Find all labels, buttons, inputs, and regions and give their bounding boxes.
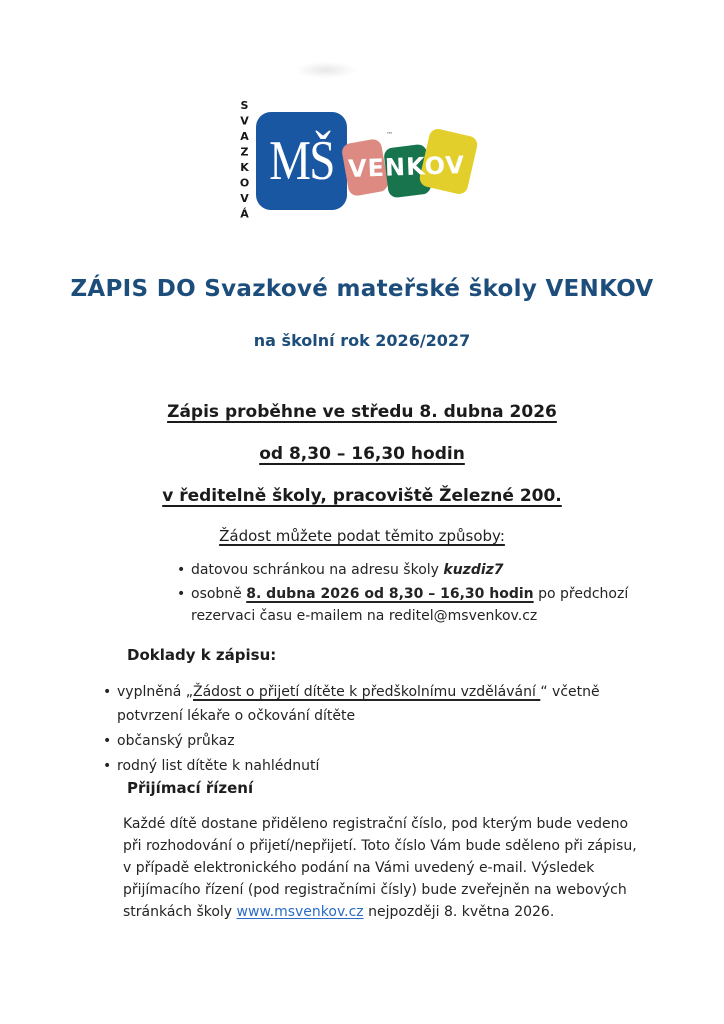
page-subtitle: na školní rok 2026/2027 [253, 331, 471, 350]
list-item [103, 754, 633, 778]
submission-ways-list [177, 559, 647, 629]
school-website-link[interactable]: www.msvenkov.cz [236, 904, 364, 920]
list-item [103, 680, 633, 728]
bullet-icon: • [103, 758, 112, 774]
documents-heading: Doklady k zápisu: [127, 646, 277, 664]
heading-time: od 8,30 – 16,30 hodin [259, 444, 465, 464]
list-item [103, 729, 633, 753]
logo-venkov-text: VENKOV [347, 150, 466, 184]
heading-submission-ways: Žádost můžete podat těmito způsoby: [219, 527, 505, 545]
page-title: ZÁPIS DO Svazkové mateřské školy VENKOV [70, 276, 654, 302]
list-item [177, 559, 647, 581]
application-form-title: Žádost o přijetí dítěte k předškolnímu vzdělávání [193, 684, 541, 700]
list-item [177, 583, 647, 627]
school-logo [238, 93, 490, 233]
scan-artifact-smudge [295, 62, 357, 78]
bullet-icon: • [177, 586, 186, 602]
bullet-icon: • [177, 562, 186, 578]
list-item-text: občanský průkaz [117, 733, 235, 749]
in-person-datetime: 8. dubna 2026 od 8,30 – 16,30 hodin [246, 586, 534, 602]
list-item-text: datovou schránkou na adresu školy kuzdiz7 [191, 562, 504, 578]
documents-list [103, 680, 633, 779]
admission-paragraph: Každé dítě dostane přiděleno registrační číslo, pod kterým bude vedeno při rozhodování o přijetí/nepřijetí. Toto číslo Vám bude sděleno při zápisu, v případě elektronického podání na Vámi uvedený e-mail. Výsledek přijímacího řízení (pod registračními čísly) bude zveřejněn na webových stránkách školy www.msvenkov.cz nejpozději 8. května 2026. [123, 816, 637, 920]
logo-ms-badge [256, 112, 347, 210]
heading-date: Zápis proběhne ve středu 8. dubna 2026 [167, 402, 557, 422]
logo-trademark: ™ [386, 131, 393, 139]
bullet-icon: • [103, 733, 112, 749]
admission-heading: Přijímací řízení [127, 779, 254, 797]
list-item-text: vyplněná „Žádost o přijetí dítěte k předškolnímu vzdělávání “ včetně potvrzení lékaře o očkování dítěte [117, 684, 600, 724]
heading-place: v ředitelně školy, pracoviště Železné 200. [162, 486, 562, 506]
list-item-text: rodný list dítěte k nahlédnutí [117, 758, 320, 774]
logo-vertical-text: SVAZKOVÁ [238, 99, 251, 223]
bullet-icon: • [103, 684, 112, 700]
databox-id: kuzdiz7 [443, 562, 504, 578]
list-item-text: osobně 8. dubna 2026 od 8,30 – 16,30 hodin po předchozí rezervaci času e-mailem na reditel@msvenkov.cz [191, 586, 629, 624]
logo-ms-text: MŠ [269, 130, 334, 192]
